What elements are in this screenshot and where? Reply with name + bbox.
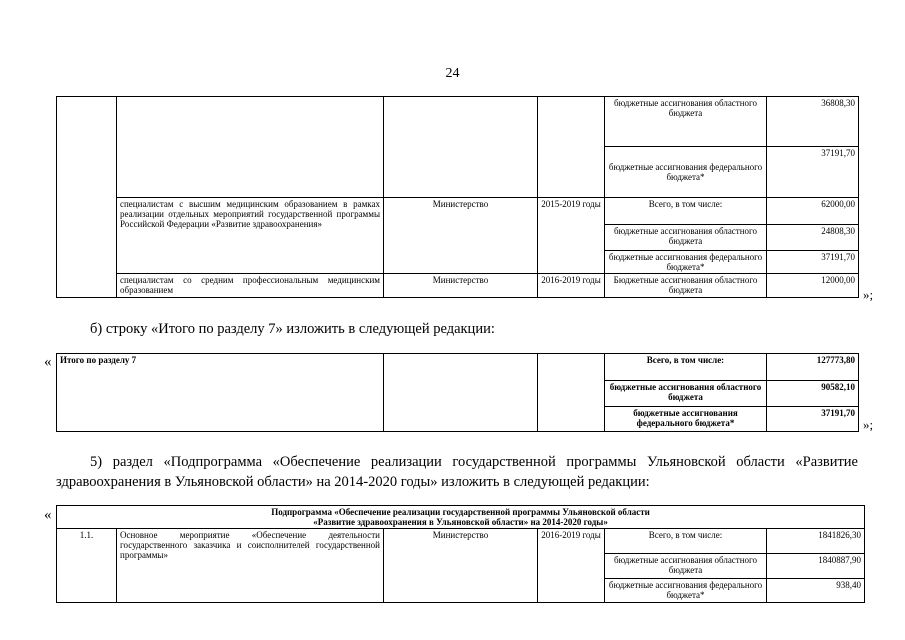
funding-source-text: бюджетные ассигнования федерального бюджета* [633, 408, 738, 428]
funding-source-text: Всего, в том числе: [605, 529, 766, 554]
closing-quote: »; [863, 287, 874, 302]
funding-source-cell: бюджетные ассигнования областного бюджета [605, 97, 767, 147]
funding-stack [605, 198, 767, 274]
funding-source-text: бюджетные ассигнования областного бюджета [605, 381, 766, 407]
funding-source-text: бюджетные ассигнования областного бюджета [605, 225, 766, 251]
funding-source-cell: бюджетные ассигнования федерального бюджета* [605, 147, 767, 198]
subprogram-header-line2: «Развитие здравоохранения в Ульяновской области» на 2014-2020 годы» [313, 517, 608, 527]
table-row [57, 506, 865, 529]
years-cell: 2016-2019 годы [538, 274, 605, 298]
amount-cell: 36808,30 [767, 97, 859, 147]
paragraph-b: б) строку «Итого по разделу 7» изложить в следующей редакции: [90, 321, 495, 337]
table-cell-years [538, 97, 605, 198]
years-cell: 2015-2019 годы [538, 198, 605, 274]
table-cell-executor [384, 354, 538, 432]
paragraph-5: 5) раздел «Подпрограмма «Обеспечение реализации государственной программы Ульяновской области «Развитие здравоохранения в Ульяновской области» на 2014-2020 годы» изложить в следующей редакции: [56, 454, 858, 490]
funding-source-cell: Бюджетные ассигнования областного бюджета [605, 274, 767, 298]
amount-text: 24808,30 [767, 225, 858, 251]
funding-stack [605, 529, 767, 603]
amount-text: 37191,70 [821, 252, 855, 262]
amount-cell: 37191,70 [767, 147, 859, 198]
table-row [57, 354, 859, 432]
amount-text: 1840887,90 [767, 554, 864, 579]
activity-name-cell: специалистам со средним профессиональным медицинским образованием [117, 274, 384, 298]
funding-source-text: бюджетные ассигнования федерального бюджета* [608, 580, 763, 600]
table-cell-executor [384, 97, 538, 198]
table-section-7-total [56, 353, 859, 432]
amount-text: 62000,00 [767, 198, 858, 225]
amount-text: 127773,80 [767, 354, 858, 381]
executor-cell: Министерство [384, 274, 538, 298]
item-number-cell: 1.1. [57, 529, 117, 603]
opening-quote: « [44, 354, 52, 370]
total-name-cell: Итого по разделу 7 [57, 354, 384, 432]
years-cell: 2016-2019 годы [538, 529, 605, 603]
table-row [57, 97, 859, 147]
funding-source-text: Всего, в том числе: [605, 354, 766, 381]
amount-text: 90582,10 [767, 381, 858, 407]
funding-source-text: бюджетные ассигнования федерального бюджета* [608, 252, 763, 272]
amount-stack [767, 198, 859, 274]
amount-stack [767, 354, 859, 432]
activity-name-cell: специалистам с высшим медицинским образованием в рамках реализации отдельных мероприятий государственной программы Российской Федерации «Развитие здравоохранения» [117, 198, 384, 274]
funding-stack [605, 354, 767, 432]
funding-source-text: бюджетные ассигнования областного бюджета [605, 554, 766, 579]
opening-quote: « [44, 507, 52, 523]
activity-name-cell: Основное мероприятие «Обеспечение деятельности государственного заказчика и соисполнителей государственной программы» [117, 529, 384, 603]
subprogram-header-line1: Подпрограмма «Обеспечение реализации государственной программы Ульяновской области [271, 507, 650, 517]
amount-stack [767, 529, 865, 603]
closing-quote: »; [863, 417, 874, 432]
table-cell-name [117, 97, 384, 198]
amount-text: 37191,70 [821, 408, 855, 418]
table-cell-number [57, 97, 117, 298]
amount-text: 1841826,30 [767, 529, 864, 554]
table-row [57, 274, 859, 298]
table-cell-years [538, 354, 605, 432]
table-subprogram [56, 505, 865, 603]
table-row [57, 198, 859, 274]
table-section-7-continued [56, 96, 859, 298]
amount-cell: 12000,00 [767, 274, 859, 298]
executor-cell: Министерство [384, 529, 538, 603]
amount-text: 938,40 [836, 580, 862, 590]
page-number: 24 [445, 66, 460, 81]
funding-source-text: Всего, в том числе: [605, 198, 766, 225]
executor-cell: Министерство [384, 198, 538, 274]
subprogram-header [57, 506, 865, 529]
table-row [57, 529, 865, 603]
